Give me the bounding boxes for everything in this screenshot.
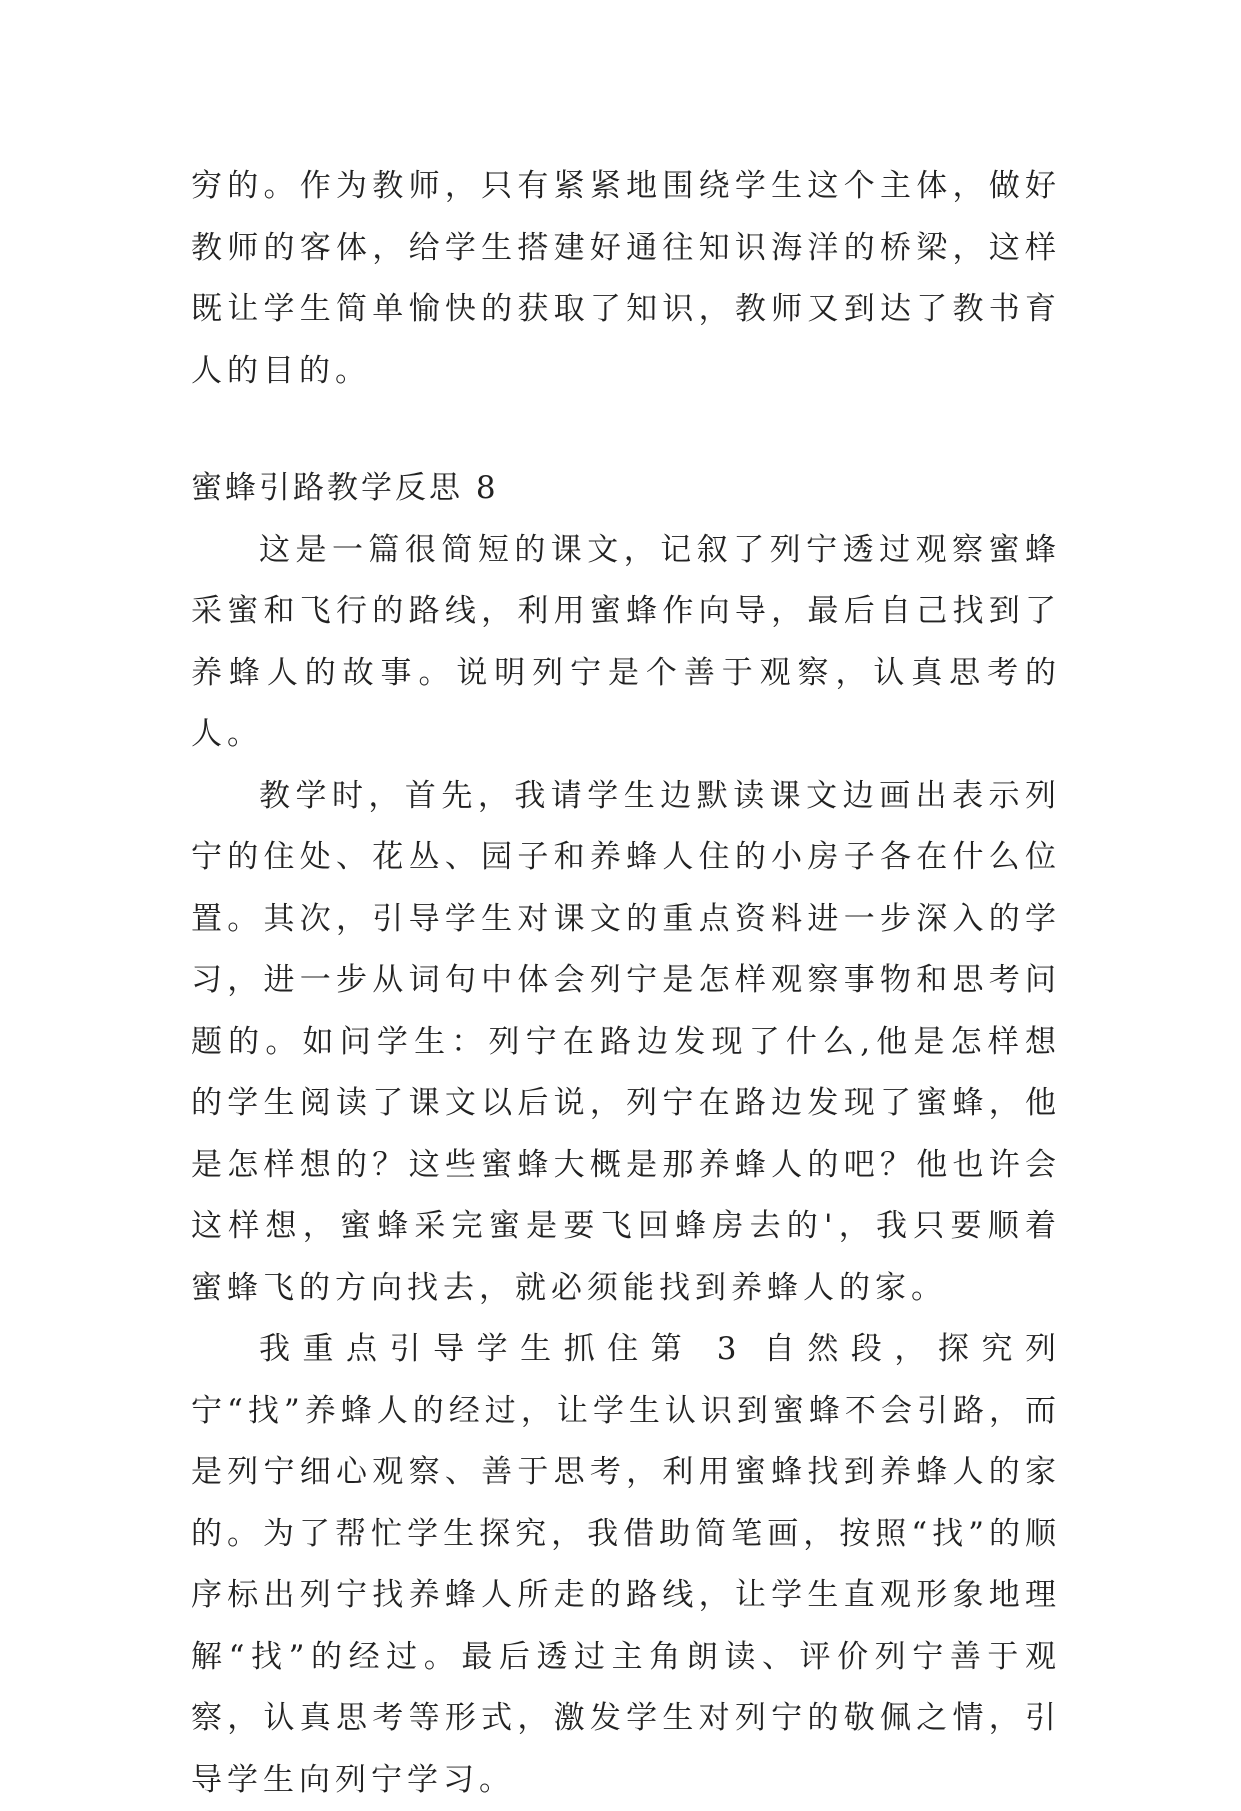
body-paragraph-3: 我重点引导学生抓住第 3 自然段，探究列宁“找”养蜂人的经过，让学生认识到蜜蜂不会引路，而是列宁细心观察、善于思考，利用蜜蜂找到养蜂人的家的。为了帮忙学生探究，我借助简笔画，按照“找”的顺序标出列宁找养蜂人所走的路线，让学生直观形象地理解“找”的经过。最后透过主角朗读、评价列宁善于观察，认真思考等形式，激发学生对列宁的敬佩之情，引导学生向列宁学习。 [191,1331,1061,1798]
body-paragraph-1: 这是一篇很简短的课文，记叙了列宁透过观察蜜蜂采蜜和飞行的路线，利用蜜蜂作向导，最后自己找到了养蜂人的故事。说明列宁是个善于观察，认真思考的人。 [191,531,1061,752]
section-title: 蜜蜂引路教学反思 8 [191,470,499,506]
body-paragraph-2: 教学时，首先，我请学生边默读课文边画出表示列宁的住处、花丛、园子和养蜂人住的小房子各在什么位置。其次，引导学生对课文的重点资料进一步深入的学习，进一步从词句中体会列宁是怎样观察事物和思考问题的。如问学生：列宁在路边发现了什么,他是怎样想的学生阅读了课文以后说，列宁在路边发现了蜜蜂，他是怎样想的？这些蜜蜂大概是那养蜂人的吧？他也许会这样想，蜜蜂采完蜜是要飞回蜂房去的'，我只要顺着蜜蜂飞的方向找去，就必须能找到养蜂人的家。 [191,777,1061,1306]
document-body [191,156,1061,1811]
intro-paragraph: 穷的。作为教师，只有紧紧地围绕学生这个主体，做好教师的客体，给学生搭建好通往知识海洋的桥梁，这样既让学生简单愉快的获取了知识，教师又到达了教书育人的目的。 [191,168,1061,389]
